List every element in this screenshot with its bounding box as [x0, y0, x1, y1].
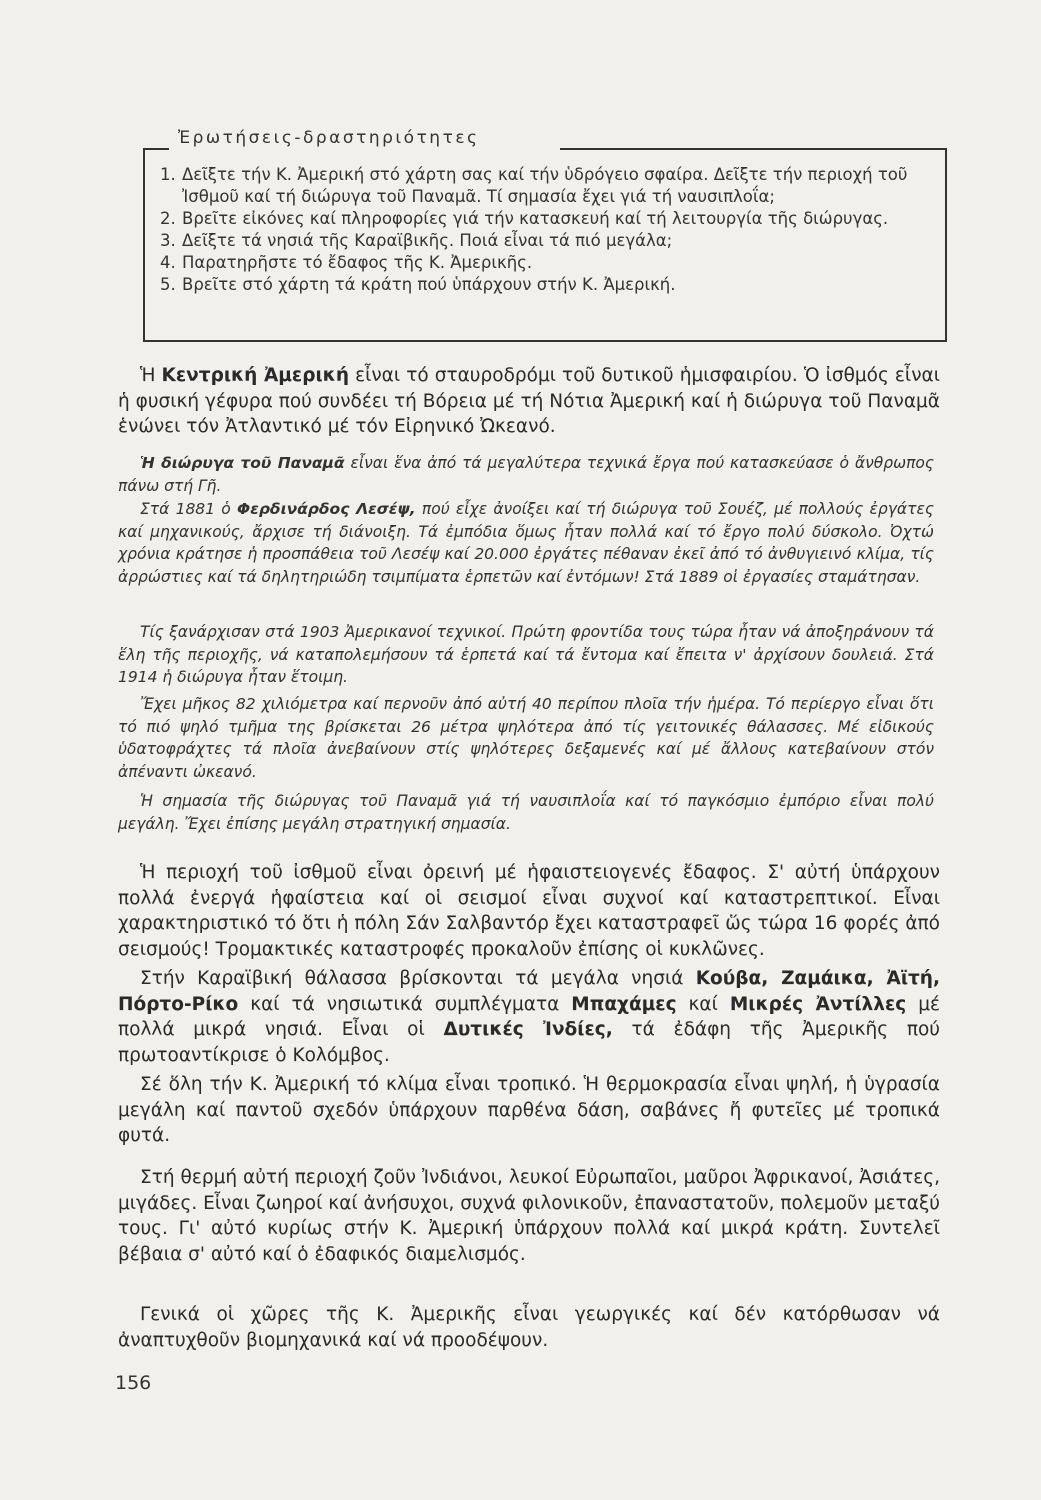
questions-list: [160, 164, 930, 296]
question-item: [160, 252, 930, 274]
question-item: [160, 230, 930, 252]
panama-p2-a: Στά 1881 ὁ: [140, 500, 231, 518]
caribbean-b: καί τά νησιωτικά συμπλέγματα: [250, 993, 560, 1015]
conclusion-paragraph: Γενικά οἱ χῶρες τῆς Κ. Ἀμερικῆς εἶναι γεωργικές καί δέν κατόρθωσαν νά ἀναπτυχθοῦν βιομηχανικά καί νά προοδέψουν.: [118, 1304, 940, 1351]
panama-paragraph-5: Ἡ σημασία τῆς διώρυγας τοῦ Παναμᾶ γιά τή ναυσιπλοΐα καί τό παγκόσμιο ἐμπόριο εἶναι πολύ μεγάλη. Ἔχει ἐπίσης μεγάλη στρατηγική σημασία.: [118, 792, 934, 833]
question-item: [160, 164, 930, 208]
lesser-antilles: Μικρές Ἀντίλλες: [729, 993, 907, 1015]
panama-paragraph-1: [118, 452, 934, 497]
panama-paragraph-3: Τίς ξανάρχισαν στά 1903 Ἀμερικανοί τεχνικοί. Πρώτη φροντίδα τους τώρα ἦταν νά ἀποξηράνουν τά ἕλη τῆς περιοχῆς, νά καταπολεμήσουν τά ἑρπετά καί τά ἔντομα καί ἔπειτα ν' ἀρχίσουν δουλειά. Στά 1914 ἡ διώρυγα ἦταν ἕτοιμη.: [118, 623, 934, 686]
caribbean-a: Στήν Καραϊβική θάλασσα βρίσκονται τά μεγάλα νησιά: [140, 968, 684, 989]
question-item: [160, 274, 930, 296]
question-item: [160, 208, 930, 230]
question-text: Παρατηρῆστε τό ἔδαφος τῆς Κ. Ἀμερικῆς.: [182, 253, 533, 272]
question-text: Δεῖξτε τά νησιά τῆς Καραϊβικῆς. Ποιά εἶναι τά πιό μεγάλα;: [182, 231, 673, 250]
caribbean-c: καί: [688, 993, 718, 1015]
question-number: 1.: [160, 165, 176, 184]
question-text: Βρεῖτε στό χάρτη τά κράτη πού ὑπάρχουν στήν Κ. Ἀμερική.: [182, 275, 676, 294]
panama-canal-bold: Ἡ διώρυγα τοῦ Παναμᾶ: [140, 454, 345, 472]
intro-lead: Ἡ: [140, 365, 156, 386]
panama-paragraph-2: [118, 498, 934, 588]
caribbean-e: τά ἐδάφη τῆς Ἀμερικῆς πού πρωτοαντίκρισε ὁ Κολόμβος.: [118, 1019, 940, 1066]
caribbean-paragraph: [118, 966, 940, 1068]
page-number: 156: [115, 1372, 152, 1394]
questions-box-top-rule: [560, 148, 947, 150]
caribbean-d: μέ πολλά μικρά νησιά. Εἶναι οἱ: [118, 993, 940, 1040]
population-paragraph: Στή θερμή αὐτή περιοχή ζοῦν Ἰνδιάνοι, λευκοί Εὐρωπαῖοι, μαῦροι Ἀφρικανοί, Ἀσιάτες, μιγάδες. Εἶναι ζωηροί καί ἀνήσυχοι, συχνά φιλονικοῦν, ἐπαναστατοῦν, πολεμοῦν μεταξύ τους. Γι' αὐτό κυρίως στήν Κ. Ἀμερική ὑπάρχουν πολλά καί μικρά κράτη. Συντελεῖ βέβαια σ' αὐτό καί ὁ ἐδαφικός διαμελισμός.: [118, 1167, 940, 1265]
question-number: 4.: [160, 253, 176, 272]
intro-bold: Κεντρική Ἀμερική: [161, 365, 349, 386]
questions-title: Ἐρωτήσεις-δραστηριότητες: [178, 128, 480, 148]
intro-rest: εἶναι τό σταυροδρόμι τοῦ δυτικοῦ ἡμισφαιρίου. Ὁ ἰσθμός εἶναι ἡ φυσική γέφυρα πού συνδέει τή Βόρεια μέ τή Νότια Ἀμερική καί ἡ διώρυγα τοῦ Παναμᾶ ἑνώνει τόν Ἀτλαντικό μέ τόν Εἰρηνικό Ὠκεανό.: [118, 365, 940, 437]
climate-paragraph: Σέ ὅλη τήν Κ. Ἀμερική τό κλίμα εἶναι τροπικό. Ἡ θερμοκρασία εἶναι ψηλή, ἡ ὑγρασία μεγάλη καί παντοῦ σχεδόν ὑπάρχουν παρθένα δάση, σαβάνες ἤ φυτεῖες μέ τροπικά φυτά.: [118, 1074, 940, 1146]
question-number: 5.: [160, 275, 176, 294]
questions-box-top-rule: [143, 148, 169, 150]
caribbean-islands: Κούβα, Ζαμάικα, Ἀϊτή, Πόρτο-Ρίκο: [118, 968, 940, 1015]
isthmus-paragraph: Ἡ περιοχή τοῦ ἰσθμοῦ εἶναι ὀρεινή μέ ἡφαιστειογενές ἔδαφος. Σ' αὐτή ὑπάρχουν πολλά ἐνεργά ἡφαίστεια καί οἱ σεισμοί εἶναι συχνοί καί καταστρεπτικοί. Εἶναι χαρακτηριστικό τό ὅτι ἡ πόλη Σάν Σαλβαντόρ ἔχει καταστραφεῖ ὥς τώρα 16 φορές ἀπό σεισμούς! Τρομακτικές καταστροφές προκαλοῦν ἐπίσης οἱ κυκλῶνες.: [118, 862, 940, 960]
west-indies: Δυτικές Ἰνδίες,: [443, 1019, 613, 1040]
intro-paragraph: [118, 363, 940, 440]
lesseps-bold: Φερδινάρδος Λεσέψ,: [237, 500, 416, 518]
panama-paragraph-4: Ἔχει μῆκος 82 χιλιόμετρα καί περνοῦν ἀπό αὐτή 40 περίπου πλοῖα τήν ἡμέρα. Τό περίεργο εἶναι ὅτι τό πιό ψηλό τμῆμα της βρίσκεται 26 μέτρα ψηλότερα ἀπό τίς γειτονικές θάλασσες. Μέ εἰδικούς ὑδατοφράχτες τά πλοῖα ἀνεβαίνουν στίς ψηλότερες δεξαμενές καί μέ ἄλλους κατεβαίνουν στόν ἀπέναντι ὠκεανό.: [118, 695, 934, 781]
panama-p1-text: εἶναι ἕνα ἀπό τά μεγαλύτερα τεχνικά ἔργα πού κατασκεύασε ὁ ἄνθρωπος πάνω στή Γῆ.: [118, 454, 934, 495]
panama-p2-text: πού εἶχε ἀνοίξει καί τή διώρυγα τοῦ Σουέζ, μέ πολλούς ἐργάτες καί μηχανικούς, ἄρχισε τή διάνοιξη. Τά ἐμπόδια ὅμως ἦταν πολλά καί τό ἔργο πολύ δύσκολο. Ὀχτώ χρόνια κράτησε ἡ προσπάθεια τοῦ Λεσέψ καί 20.000 ἐργάτες πέθαναν ἐκεῖ ἀπό τό ἀνθυγιεινό κλίμα, τίς ἀρρώστιες καί τά δηλητηριώδη τσιμπίματα ἑρπετῶν καί ἐντόμων! Στά 1889 οἱ ἐργασίες σταμάτησαν.: [118, 500, 934, 586]
question-text: Δεῖξτε τήν Κ. Ἀμερική στό χάρτη σας καί τήν ὑδρόγειο σφαίρα. Δεῖξτε τήν περιοχή τοῦ Ἰσθμοῦ καί τή διώρυγα τοῦ Παναμᾶ. Τί σημασία ἔχει γιά τή ναυσιπλοΐα;: [182, 165, 908, 206]
question-text: Βρεῖτε εἰκόνες καί πληροφορίες γιά τήν κατασκευή καί τή λειτουργία τῆς διώρυγας.: [182, 209, 889, 228]
question-number: 3.: [160, 231, 176, 250]
question-number: 2.: [160, 209, 176, 228]
bahamas: Μπαχάμες: [571, 993, 677, 1015]
